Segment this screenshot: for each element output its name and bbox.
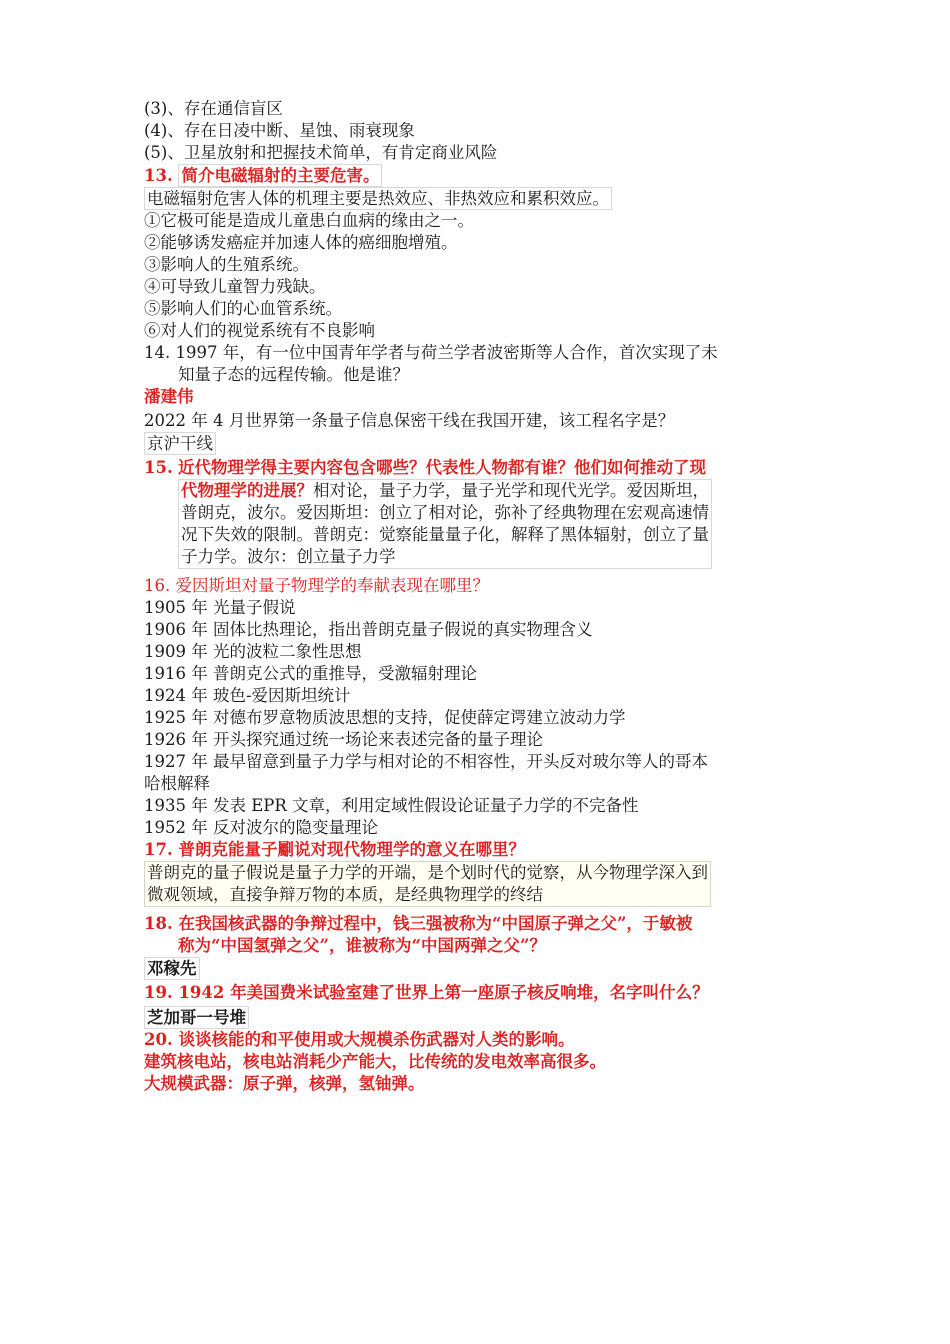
answer-point: ③影响人的生殖系统。 — [144, 255, 309, 274]
timeline-item: 1906 年 固体比热理论，指出普朗克量子假说的真实物理含义 — [144, 620, 593, 639]
answer-point: ⑤影响人们的心血管系统。 — [144, 299, 342, 318]
answer-point: ⑥对人们的视觉系统有不良影响 — [144, 321, 375, 340]
question-15 — [144, 457, 804, 479]
question-16: 16. 爱因斯坦对量子物理学的奉献表现在哪里？ — [144, 576, 489, 595]
timeline-item: 1952 年 反对波尔的隐变量理论 — [144, 818, 378, 837]
answer-20-line1: 建筑核电站，核电站消耗少产能大，比传统的发电效率高很多。 — [144, 1052, 606, 1071]
answer-15-block — [144, 479, 804, 569]
timeline-item: 1926 年 开头探究通过统一场论来表述完备的量子理论 — [144, 730, 543, 749]
timeline-item: 1927 年 最早留意到量子力学与相对论的不相容性，开头反对玻尔等人的哥本 — [144, 752, 708, 771]
question-number: 13. — [144, 166, 173, 185]
question-18-line2: 称为“中国氢弹之父”，谁被称为“中国两弹之父”？ — [178, 936, 546, 955]
answer-20-line2: 大规模武器：原子弹，核弹，氢铀弹。 — [144, 1074, 425, 1093]
answer-point: ②能够诱发癌症并加速人体的癌细胞增殖。 — [144, 233, 458, 252]
answer-point: ④可导致儿童智力残缺。 — [144, 277, 326, 296]
answer-line: 微观领域，直接争辩万物的本质，是经典物理学的终结 — [147, 885, 543, 904]
question-18-line1: 18. 在我国核武器的争辩过程中，钱三强被称为“中国原子弹之父”，于敏被 — [144, 914, 693, 933]
timeline-item: 1925 年 对德布罗意物质波思想的支持，促使薛定谔建立波动力学 — [144, 708, 626, 727]
answer-point: ①它极可能是造成儿童患白血病的缘由之一。 — [144, 211, 474, 230]
answer-17-block — [144, 861, 804, 907]
question-19: 19. 1942 年美国费米试验室建了世界上第一座原子核反响堆，名字叫什么？ — [144, 983, 709, 1002]
list-item: (3)、存在通信盲区 — [144, 99, 283, 118]
question-14-line2: 知量子态的远程传输。他是谁？ — [178, 365, 409, 384]
answer-line: 普朗克，波尔。爱因斯坦：创立了相对论，弥补了经典物理在宏观高速情 — [181, 503, 709, 522]
answer-line: 况下失效的限制。普朗克：觉察能量量子化，解释了黑体辐射，创立了量 — [181, 525, 709, 544]
timeline-item: 1916 年 普朗克公式的重推导，受激辐射理论 — [144, 664, 477, 683]
timeline-item: 1905 年 光量子假说 — [144, 598, 296, 617]
question-text: 简介电磁辐射的主要危害。 — [178, 164, 382, 187]
document-page — [144, 98, 804, 1095]
timeline-item: 1909 年 光的波粒二象性思想 — [144, 642, 362, 661]
answer-18: 邓稼先 — [144, 957, 200, 980]
question-text-line2: 代物理学的进展？ — [181, 481, 313, 500]
question-14-line1: 14. 1997 年，有一位中国青年学者与荷兰学者波密斯等人合作，首次实现了未 — [144, 343, 718, 362]
answer-line: 相对论，量子力学，量子光学和现代光学。爱因斯坦， — [313, 481, 709, 500]
list-item: (4)、存在日凌中断、星蚀、雨衰现象 — [144, 121, 415, 140]
sub-answer-14: 京沪干线 — [144, 432, 216, 455]
answer-19: 芝加哥一号堆 — [144, 1006, 249, 1029]
answer-line: 子力学。波尔：创立量子力学 — [181, 547, 396, 566]
question-17: 17. 普朗克能量子劚说对现代物理学的意义在哪里？ — [144, 840, 525, 859]
answer-intro: 电磁辐射危害人体的机理主要是热效应、非热效应和累积效应。 — [144, 187, 612, 210]
question-20: 20. 谈谈核能的和平使用或大规模杀伤武器对人类的影响。 — [144, 1030, 575, 1049]
question-text-line1: 近代物理学得主要内容包含哪些？代表性人物都有谁？他们如何推动了现 — [177, 458, 706, 477]
list-item: (5)、卫星放射和把握技术简单，有肯定商业风险 — [144, 143, 498, 162]
answer-15-box — [178, 479, 712, 569]
timeline-item: 1935 年 发表 EPR 文章，利用定域性假设论证量子力学的不完备性 — [144, 796, 639, 815]
question-13 — [144, 164, 804, 187]
answer-14: 潘建伟 — [144, 387, 194, 406]
sub-question-14: 2022 年 4 月世界第一条量子信息保密干线在我国开建，该工程名字是？ — [144, 411, 675, 430]
answer-line: 普朗克的量子假说是量子力学的开端，是个划时代的觉察，从今物理学深入到 — [147, 863, 708, 882]
question-number: 15. — [144, 458, 173, 477]
timeline-item: 哈根解释 — [144, 774, 210, 793]
answer-17-box — [144, 861, 711, 907]
timeline-item: 1924 年 玻色-爱因斯坦统计 — [144, 686, 351, 705]
